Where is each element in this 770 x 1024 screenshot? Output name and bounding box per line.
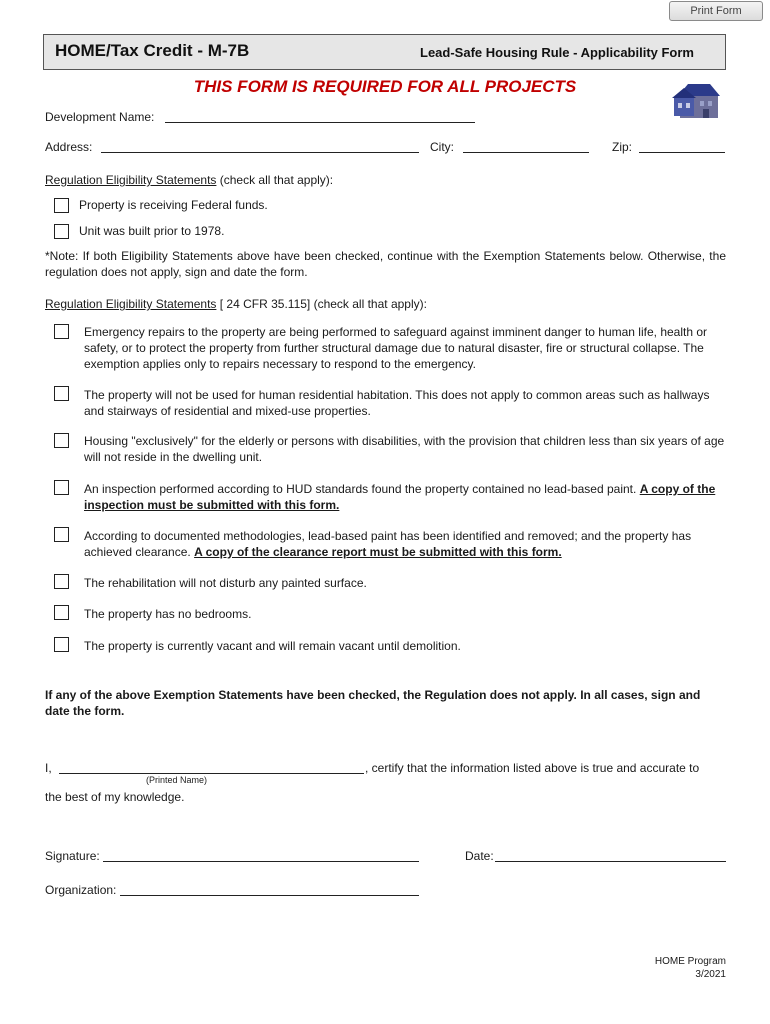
exemption-item: The property is currently vacant and will remain vacant until demolition. — [84, 639, 461, 653]
date-field[interactable] — [495, 861, 726, 862]
exemption-item: Emergency repairs to the property are being performed to safeguard against imminent danger to human life, health or safety, or to protect the property from further structural damage due to natural disaster, fire or structural collapse. The exemption applies only to repairs necessary to respond to the emergency. — [84, 325, 708, 371]
form-subtitle: Lead-Safe Housing Rule - Applicability Form — [420, 45, 694, 60]
zip-field[interactable] — [639, 152, 725, 153]
development-name-label: Development Name: — [45, 110, 155, 124]
eligibility-item: Property is receiving Federal funds. — [79, 198, 268, 212]
exemption-item: The property has no bedrooms. — [84, 607, 252, 621]
non-residential-checkbox[interactable] — [54, 386, 69, 401]
organization-label: Organization: — [45, 883, 117, 897]
printed-name-field[interactable] — [59, 773, 364, 774]
footer-date: 3/2021 — [695, 969, 726, 980]
eligibility-note: *Note: If both Eligibility Statements above have been checked, continue with the Exemption Statements below. Otherwise, the regulation does not apply, sign and date the form. — [45, 249, 726, 279]
exemption-item: The rehabilitation will not disturb any painted surface. — [84, 576, 367, 590]
no-bedrooms-checkbox[interactable] — [54, 605, 69, 620]
signature-label: Signature: — [45, 849, 100, 863]
city-field[interactable] — [463, 152, 589, 153]
certification-text: , certify that the information listed above is true and accurate to — [365, 761, 700, 775]
exemption-requirement: A copy of the clearance report must be submitted with this form. — [194, 545, 562, 559]
eligibility-heading-suffix: (check all that apply): — [216, 173, 334, 187]
certification-prefix: I, — [45, 761, 52, 775]
lead-removed-checkbox[interactable] — [54, 527, 69, 542]
exemption-item: According to documented methodologies, lead-based paint has been identified and removed; and the property has achieved clearance. A copy of the clearance report must be submitted with this form. — [84, 529, 692, 559]
print-form-button[interactable]: Print Form — [669, 1, 763, 21]
zip-label: Zip: — [612, 140, 633, 154]
exemption-item: The property will not be used for human residential habitation. This does not apply to common areas such as hallways and stairways of residential and mixed-use properties. — [84, 388, 710, 418]
exemption-heading-title: Regulation Eligibility Statements — [45, 297, 217, 311]
exemption-heading — [45, 297, 427, 311]
footer — [600, 955, 726, 981]
exemption-item: Housing "exclusively" for the elderly or persons with disabilities, with the provision that children less than six years of age will not reside in the dwelling unit. — [84, 434, 725, 464]
address-label: Address: — [45, 140, 93, 154]
housing-logo — [668, 76, 726, 122]
date-label: Date: — [465, 849, 494, 863]
development-name-field[interactable] — [165, 122, 475, 123]
form-title: HOME/Tax Credit - M-7B — [55, 41, 250, 60]
exemption-requirement: A copy of the inspection must be submitted with this form. — [84, 482, 716, 512]
eligibility-item: Unit was built prior to 1978. — [79, 224, 225, 238]
organization-field[interactable] — [120, 895, 419, 896]
footer-program: HOME Program — [654, 956, 726, 967]
city-label: City: — [430, 140, 454, 154]
elderly-housing-checkbox[interactable] — [54, 433, 69, 448]
eligibility-heading — [45, 173, 333, 187]
exemption-item: An inspection performed according to HUD standards found the property contained no lead-based paint. A copy of the inspection must be submitted with this form. — [84, 482, 716, 512]
no-lead-inspection-checkbox[interactable] — [54, 480, 69, 495]
no-painted-surface-checkbox[interactable] — [54, 574, 69, 589]
certification-continuation: the best of my knowledge. — [45, 790, 185, 804]
exemption-heading-suffix: [ 24 CFR 35.115] (check all that apply): — [216, 297, 427, 311]
emergency-repairs-checkbox[interactable] — [54, 324, 69, 339]
eligibility-heading-title: Regulation Eligibility Statements — [45, 173, 217, 187]
printed-name-caption: (Printed Name) — [146, 775, 208, 785]
required-banner: THIS FORM IS REQUIRED FOR ALL PROJECTS — [193, 77, 577, 96]
conclusion-statement: If any of the above Exemption Statements have been checked, the Regulation does not apply. In all cases, sign and date the form. — [45, 688, 701, 718]
vacant-checkbox[interactable] — [54, 637, 69, 652]
signature-field[interactable] — [103, 861, 419, 862]
address-field[interactable] — [101, 152, 419, 153]
built-before-1978-checkbox[interactable] — [54, 224, 69, 239]
federal-funds-checkbox[interactable] — [54, 198, 69, 213]
